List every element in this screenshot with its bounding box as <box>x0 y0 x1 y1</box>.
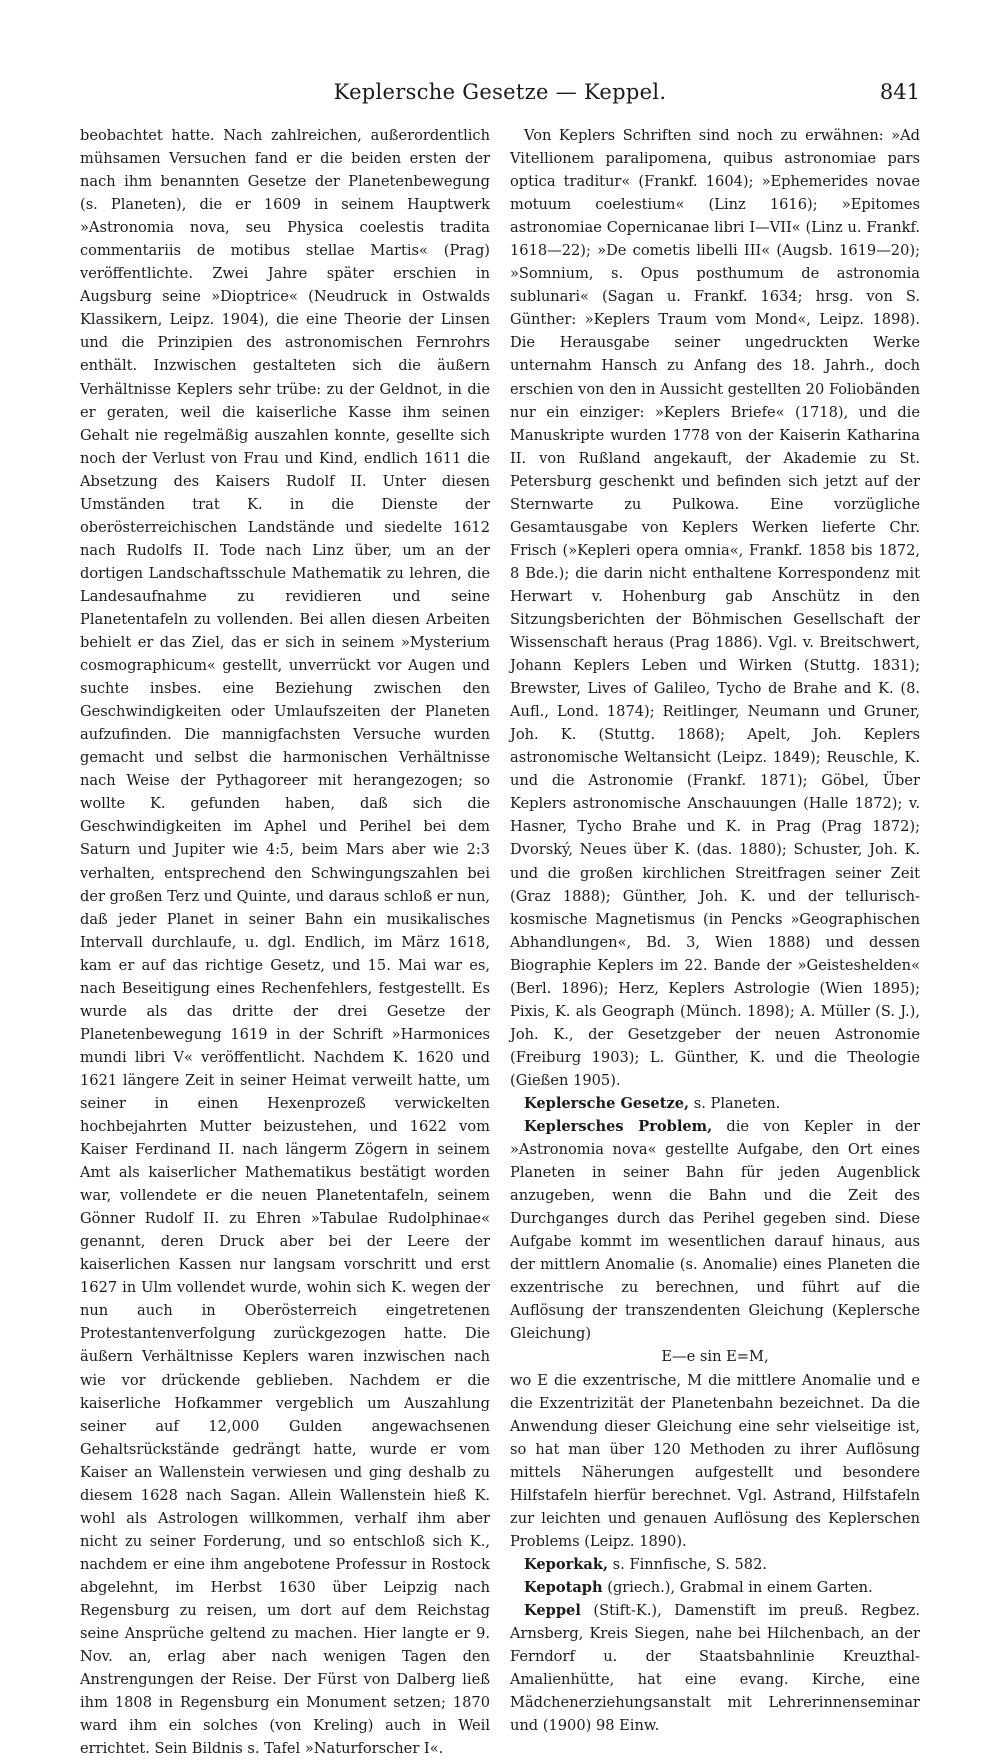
kepler-biography-text: beobachtet hatte. Nach zahlreichen, außerordentlich mühsamen Versuchen fand er die beiden ersten der nach ihm benannten Gesetze der Planetenbewegung (s. Planeten), die er 1609 in seinem Hauptwerk »Astronomia nova, seu Physica coelestis tradita commentariis de motibus stellae Martis« (Prag) veröffentlichte. Zwei Jahre später erschien in Augsburg seine »Dioptrice« (Neudruck in Ostwalds Klassikern, Leipz. 1904), die eine Theorie der Linsen und die Prinzipien des astronomischen Fernrohrs enthält. Inzwischen gestalteten sich die äußern Verhältnisse Keplers sehr trübe: zu der Geldnot, in die er geraten, weil die kaiserliche Kasse ihm seinen Gehalt nie regelmäßig auszahlen konnte, gesellte sich noch der Verlust von Frau und Kind, endlich 1611 die Absetzung des Kaisers Rudolf II. Unter diesen Umständen trat K. in die Dienste der oberösterreichischen Landstände und siedelte 1612 nach Rudolfs II. Tode nach Linz über, um an der dortigen Landschaftsschule Mathematik zu lehren, die Landesaufnahme zu revidieren und seine Planetentafeln zu vollenden. Bei allen diesen Arbeiten behielt er das Ziel, das er sich in seinem »Mysterium cosmographicum« gestellt, unverrückt vor Augen und suchte insbes. eine Beziehung zwischen den Geschwindigkeiten oder Umlaufszeiten der Planeten aufzufinden. Die mannigfachsten Versuche wurden gemacht und selbst die harmonischen Verhältnisse nach Weise der Pythagoreer mit herangezogen; so wollte K. gefunden haben, daß sich die Geschwindigkeiten im Aphel und Perihel bei dem Saturn und Jupiter wie 4:5, beim Mars aber wie 2:3 verhalten, entsprechend den Schwingungszahlen bei der großen Terz und Quinte, und daraus schloß er nun, daß jeder Planet in seiner Bahn ein musikalisches Intervall durchlaufe, u. dgl. Endlich, im März 1618, kam er auf das richtige Gesetz, und 15. Mai war es, nach Beseitigung eines Rechenfehlers, festgestellt. Es wurde als das dritte der drei Gesetze der Planetenbewegung 1619 in der Schrift »Harmonices mundi libri V« veröffentlicht. Nachdem K. 1620 und 1621 längere Zeit in seiner Heimat verweilt hatte, um seiner in einen Hexenprozeß verwickelten hochbejahrten Mutter beizustehen, und 1622 vom Kaiser Ferdinand II. nach längerm Zögern in seinem Amt als kaiserlicher Mathematikus bestätigt worden war, vollendete er die neuen Planetentafeln, seinem Gönner Rudolf II. zu Ehren »Tabulae Rudolphinae« genannt, deren Druck aber bei der Leere der kaiserlichen Kassen nur langsam vorschritt und erst 1627 in Ulm vollendet wurde, wohin sich K. wegen der nun auch in Oberösterreich eingetretenen Protestantenverfolgung zurückgezogen hatte. Die äußern Verhältnisse Keplers waren inzwischen nach wie vor drückende geblieben. Nachdem er die kaiserliche Hofkammer vergeblich um Auszahlung seiner auf 12,000 Gulden angewachsenen Gehaltsrückstände gedrängt hatte, wurde er vom Kaiser an Wallenstein verwiesen und ging deshalb zu diesem 1628 nach Sagan. Allein Wallenstein hieß K. wohl als Astrologen willkommen, verhalf ihm aber nicht zu seiner Forderung, und so entschloß sich K., nachdem er eine ihm angebotene Professur in Rostock abgelehnt, im Herbst 1630 über Leipzig nach Regensburg zu reisen, um dort auf dem Reichstag seine Ansprüche geltend zu machen. Hier langte er 9. Nov. an, erlag aber nach wenigen Tagen den Anstrengungen der Reise. Der Fürst von Dalberg ließ ihm 1808 in Regensburg ein Monument setzen; 1870 ward ihm ein solches (von Kreling) auch in Weil errichtet. Sein Bildnis s. Tafel »Naturforscher I«. <box>80 127 490 1758</box>
running-head-title: Keplersche Gesetze — Keppel. <box>333 80 667 104</box>
entry-headword: Keplersches Problem, <box>524 1118 713 1136</box>
entry-headword: Keppel <box>524 1602 581 1619</box>
entry-body: s. Finnfische, S. 582. <box>608 1555 768 1573</box>
running-head <box>80 80 920 112</box>
entry-keplersche-gesetze <box>510 1092 920 1115</box>
entry-keppel <box>510 1599 920 1737</box>
entry-headword: Keporkak, <box>524 1555 609 1573</box>
entry-headword: Keplersche Gesetze, <box>524 1094 690 1112</box>
page-number: 841 <box>879 80 920 104</box>
entry-body: (Stift-K.), Damenstift im preuß. Regbez. Arnsberg, Kreis Siegen, nahe bei Hilchenbach, an der Ferndorf u. der Staatsbahnlinie Kreuzthal-Amalienhütte, hat eine evang. Kirche, eine Mädchenerziehungsanstalt mit Lehrerinnenseminar und (1900) 98 Einw. <box>510 1602 920 1735</box>
left-column <box>80 124 490 1758</box>
entry-kepotaph <box>510 1576 920 1599</box>
kepler-equation: E—e sin E=M, <box>661 1348 769 1366</box>
right-column <box>510 124 920 1735</box>
entry-headword: Kepotaph <box>524 1578 603 1596</box>
kepler-equation-explanation: wo E die exzentrische, M die mittlere Anomalie und e die Exzentrizität der Planetenbahn bezeichnet. Da die Anwendung dieser Gleichung eine sehr vielseitige ist, so hat man über 120 Methoden zu ihrer Auflösung mittels Näherungen aufgestellt und besondere Hilfstafeln hierfür berechnet. Vgl. Astrand, Hilfstafeln zur leichten und genauen Auflösung des Keplerschen Problems (Leipz. 1890). <box>510 1371 920 1550</box>
entry-body: s. Planeten. <box>689 1094 781 1112</box>
entry-body: die von Kepler in der »Astronomia nova« gestellte Aufgabe, den Ort eines Planeten in seiner Bahn für jeden Augenblick anzugeben, wenn die Bahn und die Zeit des Durchganges durch das Perihel gegeben sind. Diese Aufgabe kommt im wesentlichen darauf hinaus, aus der mittlern Anomalie (s. Anomalie) eines Planeten die exzentrische zu berechnen, und führt auf die Auflösung der transzendenten Gleichung (Keplersche Gleichung) <box>510 1118 920 1343</box>
kepler-writings-paragraph: Von Keplers Schriften sind noch zu erwähnen: »Ad Vitellionem paralipomena, quibus astronomiae pars optica traditur« (Frankf. 1604); »Ephemerides novae motuum coelestium« (Linz 1616); »Epitomes astronomiae Copernicanae libri I—VII« (Linz u. Frankf. 1618—22); »De cometis libelli III« (Augsb. 1619—20); »Somnium, s. Opus posthumum de astronomia sublunari« (Sagan u. Frankf. 1634; hrsg. von S. Günther: »Keplers Traum vom Mond«, Leipz. 1898). Die Herausgabe seiner ungedruckten Werke unternahm Hansch zu Anfang des 18. Jahrh., doch erschien von den in Aussicht gestellten 20 Foliobänden nur ein einziger: »Keplers Briefe« (1718), und die Manuskripte wurden 1778 von der Kaiserin Katharina II. von Rußland angekauft, der Akademie zu St. Petersburg geschenkt und befinden sich jetzt auf der Sternwarte zu Pulkowa. Eine vorzügliche Gesamtausgabe von Keplers Werken lieferte Chr. Frisch (»Kepleri opera omnia«, Frankf. 1858 bis 1872, 8 Bde.); die darin nicht enthaltene Korrespondenz mit Herwart v. Hohenburg gab Anschütz in den Sitzungsberichten der Böhmischen Gesellschaft der Wissenschaft heraus (Prag 1886). Vgl. v. Breitschwert, Johann Keplers Leben und Wirken (Stuttg. 1831); Brewster, Lives of Galileo, Tycho de Brahe and K. (8. Aufl., Lond. 1874); Reitlinger, Neumann und Gruner, Joh. K. (Stuttg. 1868); Apelt, Joh. Keplers astronomische Weltansicht (Leipz. 1849); Reuschle, K. und die Astronomie (Frankf. 1871); Göbel, Über Keplers astronomische Anschauungen (Halle 1872); v. Hasner, Tycho Brahe und K. in Prag (Prag 1872); Dvorský, Neues über K. (das. 1880); Schuster, Joh. K. und die großen kirchlichen Streitfragen seiner Zeit (Graz 1888); Günther, Joh. K. und der tellurisch-kosmische Magnetismus (in Pencks »Geographischen Abhandlungen«, Bd. 3, Wien 1888) und dessen Biographie Keplers im 22. Bande der »Geisteshelden« (Berl. 1896); Herz, Keplers Astrologie (Wien 1895); Pixis, K. als Geograph (Münch. 1898); A. Müller (S. J.), Joh. K., der Gesetzgeber der neuen Astronomie (Freiburg 1903); L. Günther, K. und die Theologie (Gießen 1905). <box>510 127 920 1089</box>
entry-keplersches-problem <box>510 1115 920 1345</box>
entry-keporkak <box>510 1553 920 1576</box>
entry-body: (griech.), Grabmal in einem Garten. <box>602 1578 873 1596</box>
